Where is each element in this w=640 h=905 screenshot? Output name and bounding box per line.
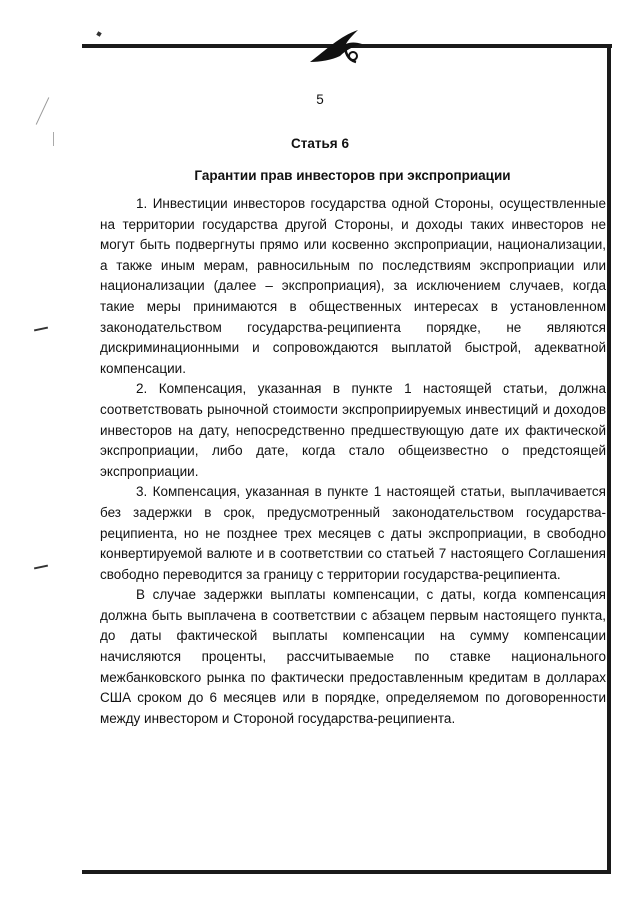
paragraph: 1. Инвестиции инвесторов государства одной Стороны, осуществленные на территории государства другой Стороны, и доходы таких инвесторов не могут быть подвергнуты прямо или косвенно экспроприации, национализации, а также иным мерам, равносильным по последствиям экспроприации или национализации (далее – экспроприация), за исключением случаев, когда такие меры принимаются в общественных интересах в установленном законодательством государства-реципиента порядке, не являются дискриминационными и сопровождаются выплатой быстрой, адекватной компенсации.	[100, 196, 606, 376]
paragraph: 2. Компенсация, указанная в пункте 1 настоящей статьи, должна соответствовать рыночной стоимости экспроприируемых инвестиций и доходов инвесторов на дату, непосредственно предшествующую дате их фактической экспроприации, либо дате, когда стало общеизвестно о предстоящей экспроприации.	[100, 381, 606, 479]
section-heading: Гарантии прав инвесторов при экспроприации	[194, 168, 511, 183]
page-number: 5	[316, 92, 324, 107]
punch-hole-mark	[34, 327, 48, 332]
emblem-icon	[306, 26, 368, 66]
scan-mark	[96, 31, 101, 36]
article-title: Статья 6	[291, 136, 349, 151]
paragraph: В случае задержки выплаты компенсации, с даты, когда компенсация должна быть выплачена в соответствии с абзацем первым настоящего пункта, до даты фактической выплаты компенсации на сумму компенсации начисляются проценты, рассчитываемые по ставке национального межбанковского рынка по фактически предоставленным кредитам в долларах США сроком до 6 месяцев или в порядке, определяемом по договоренности между инвестором и Стороной государства-реципиента.	[100, 587, 606, 726]
page-border-bottom	[82, 870, 611, 874]
paragraph: 3. Компенсация, указанная в пункте 1 настоящей статьи, выплачивается без задержки в срок, предусмотренный законодательством государства-реципиента, но не позднее трех месяцев с даты экспроприации, в свободно конвертируемой валюте и в соответствии со статьей 7 настоящего Соглашения свободно переводится за границу с территории государства-реципиента.	[100, 484, 606, 582]
punch-hole-mark	[34, 565, 48, 570]
article-body	[100, 194, 606, 729]
